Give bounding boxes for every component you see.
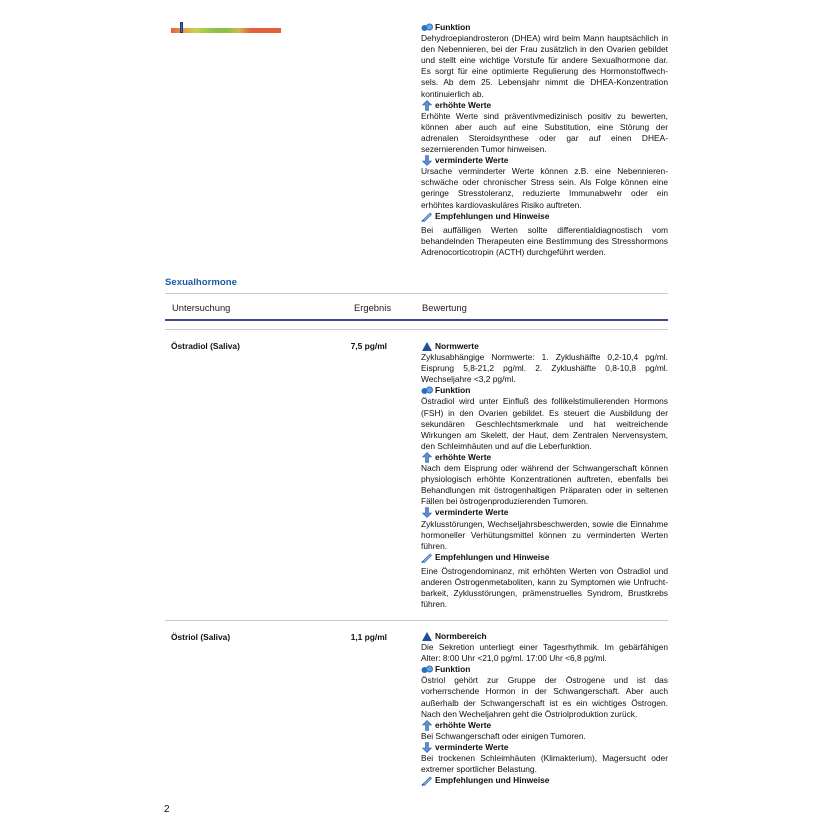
estradiol-recommendation-heading: Empfehlungen und Hinweise — [421, 552, 668, 563]
estriol-commentary — [421, 631, 668, 786]
estriol-decreased-heading: verminderte Werte — [421, 742, 668, 753]
estradiol-result: 7,5 pg/ml — [350, 341, 387, 351]
dhea-recommendation-text: Bei auffälligen Werten sollte differentialdiagnostisch vom behandelnden Therapeuten eine Bestimmung des Stresshormons Adrenocorticotropin (ACTH) durchgeführt werden. — [421, 224, 668, 257]
estriol-decreased-text: Bei trockenen Schleimhäuten (Klimakterium), Magersucht oder extremer sportlicher Belastung. — [421, 753, 668, 775]
section-divider — [165, 293, 668, 294]
estradiol-function-heading: Funktion — [421, 385, 668, 396]
estradiol-normal-text: Zyklusabhängige Normwerte: 1. Zyklushälfte 0,2-10,4 pg/ml. Eisprung 5,8-21,2 pg/ml. 2. Zyklushälfte 0,8-10,8 pg/ml. Wechseljahre <3,2 pg/ml. — [421, 352, 668, 385]
dhea-function-heading: Funktion — [421, 22, 668, 33]
page-number: 2 — [164, 804, 170, 815]
dhea-commentary — [421, 22, 668, 258]
value-gauge — [171, 22, 281, 33]
arrow-down-icon — [421, 507, 433, 518]
pen-recommendation-icon — [421, 552, 433, 563]
gauge-marker — [180, 22, 183, 33]
estradiol-normal-heading: Normwerte — [421, 341, 668, 352]
row-divider — [165, 620, 668, 621]
arrow-up-icon — [421, 720, 433, 731]
estradiol-test-name: Östradiol (Saliva) — [171, 341, 240, 351]
column-header-result: Ergebnis — [354, 302, 392, 313]
arrow-down-icon — [421, 155, 433, 166]
estriol-increased-heading: erhöhte Werte — [421, 720, 668, 731]
estradiol-decreased-heading: verminderte Werte — [421, 507, 668, 518]
estradiol-commentary — [421, 341, 668, 610]
estradiol-function-text: Östradiol wird unter Einfluß des follikelstimulierenden Hormons (FSH) in den Ovarien gebildet. Es steuert die Ausbildung der sekundären Geschlechtsmerkmale und hat weitreichende Wirkungen am Skelett, der Haut, dem Zentralen Nervensystem, den Schleimhäuten und auf die Leberfunktion. — [421, 396, 668, 451]
dhea-decreased-text: Ursache verminderter Werte können z.B. eine Nebennierenschwäche oder chronischer Stress sein. Als Folge können eine geringe Stresstoleranz, reduzierte Immunabwehr oder ein erhöhtes kardiovaskuläres Risiko auftreten. — [421, 166, 668, 210]
table-header-rule — [165, 319, 668, 321]
column-header-rating: Bewertung — [422, 302, 467, 313]
estriol-normal-heading: Normbereich — [421, 631, 668, 642]
triangle-normal-icon — [421, 631, 433, 642]
pen-recommendation-icon — [421, 775, 433, 786]
dhea-recommendation-heading: Empfehlungen und Hinweise — [421, 211, 668, 222]
estriol-increased-text: Bei Schwangerschaft oder einigen Tumoren. — [421, 730, 586, 741]
estriol-function-heading: Funktion — [421, 664, 668, 675]
dhea-increased-heading: erhöhte Werte — [421, 100, 668, 111]
estradiol-recommendation-text: Eine Östrogendominanz, mit erhöhten Werten von Östradiol und anderen Östrogenmetaboliten, kann zu Symptomen wie Unfruchtbarkeit, Zyklusstörungen, prämenstruelles Syndrom, Brustkrebs führen. — [421, 565, 668, 610]
estradiol-increased-text: Nach dem Eisprung oder während der Schwangerschaft können physiologisch erhöhte Konzentrationen auftreten, ebenfalls bei Behandlungen mit östrogenhaltigen Präparaten oder in seltenen Fällen bei östrogenproduzierenden Tumoren. — [421, 463, 668, 507]
table-header-subrule — [165, 329, 668, 330]
triangle-normal-icon — [421, 341, 433, 352]
arrow-up-icon — [421, 452, 433, 463]
estriol-function-text: Östriol gehört zur Gruppe der Östrogene und ist das vorherrschende Hormon in der Schwangerschaft. Aber auch außerhalb der Schwangerschaft ist es ein wichtiges Östrogen. Nach den Wecheljahren geht die Östriolproduktion zurück. — [421, 675, 668, 719]
dhea-decreased-heading: verminderte Werte — [421, 155, 668, 166]
estriol-result: 1,1 pg/ml — [350, 632, 387, 642]
estradiol-decreased-text: Zyklusstörungen, Wechseljahrsbeschwerden, sowie die Einnahme hormoneller Verhütungsmittel können zu verminderten Werten führen. — [421, 518, 668, 551]
dhea-function-text: Dehydroepiandrosteron (DHEA) wird beim Mann hauptsächlich in den Nebennieren, bei der Frau zusätzlich in den Ovarien gebildet und stellt eine wichtige Vorstufe für andere Sexualhormone dar. Es sorgt für eine optimierte Regulierung des Hormonstoffwechsels. Ab dem 25. Lebensjahr nimmt die DHEA-Konzentration kontinuierlich ab. — [421, 33, 668, 99]
pen-recommendation-icon — [421, 211, 433, 222]
function-circles-icon — [421, 385, 433, 396]
arrow-up-icon — [421, 100, 433, 111]
dhea-increased-text: Erhöhte Werte sind präventivmedizinisch positiv zu bewerten, können aber auch auf eine Substitution, eine Störung der adrenalen Steroidsynthese oder gar auf einen DHEA-sezernierenden Tumor hinweisen. — [421, 110, 668, 155]
estriol-normal-text: Die Sekretion unterliegt einer Tagesrhythmik. Im gebärfähigen Alter: 8:00 Uhr <21,0 pg/ml. 17:00 Uhr <6,8 pg/ml. — [421, 642, 668, 664]
arrow-down-icon — [421, 742, 433, 753]
estriol-recommendation-heading: Empfehlungen und Hinweise — [421, 775, 668, 786]
function-circles-icon — [421, 22, 433, 33]
column-header-test: Untersuchung — [172, 302, 231, 313]
estradiol-increased-heading: erhöhte Werte — [421, 452, 668, 463]
section-title: Sexualhormone — [165, 277, 237, 288]
gauge-scale — [171, 28, 281, 33]
function-circles-icon — [421, 664, 433, 675]
estriol-test-name: Östriol (Saliva) — [171, 632, 231, 642]
